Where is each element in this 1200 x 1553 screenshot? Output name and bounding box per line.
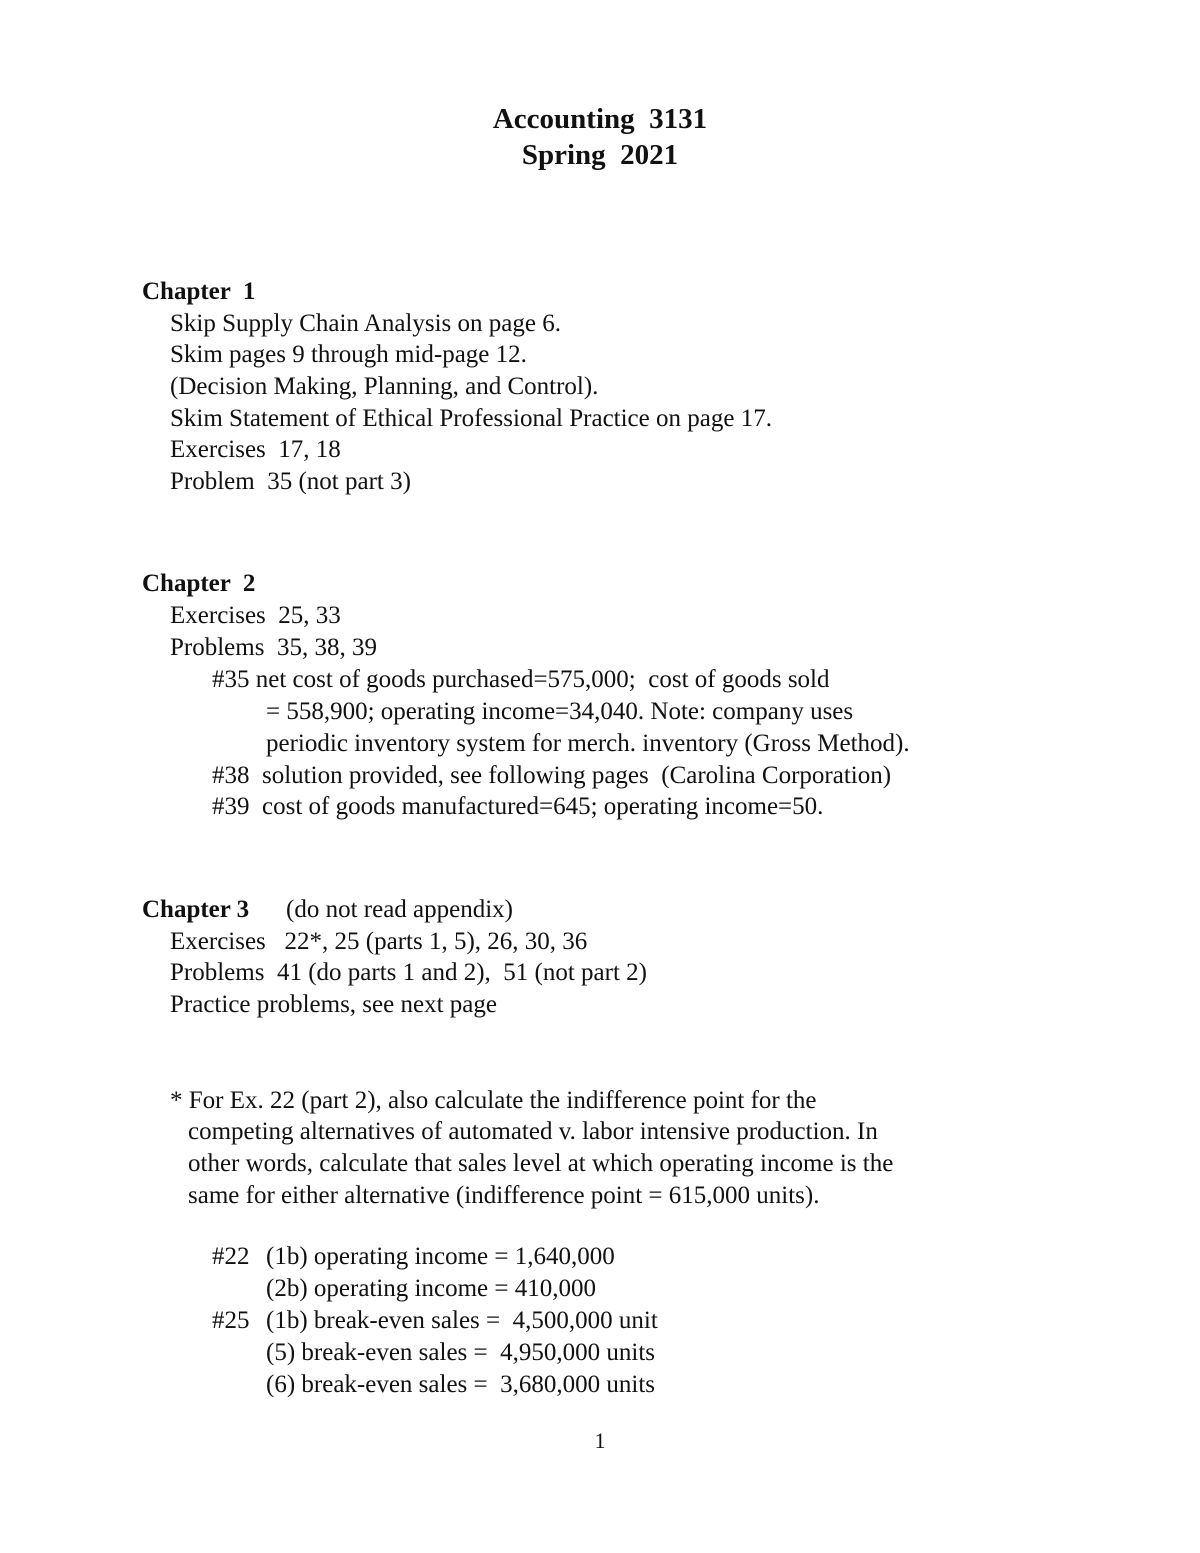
course-title: Accounting 3131 [492,103,708,135]
answer-number: #25 [212,1307,250,1334]
chapter-3-line: Exercises 22*, 25 (parts 1, 5), 26, 30, 36 [170,928,588,955]
answer-number: #22 [212,1243,250,1270]
chapter-1-line: Skim pages 9 through mid-page 12. [170,341,527,368]
chapter-3-heading: Chapter 3 [142,896,250,923]
term-title: Spring 2021 [521,139,679,171]
chapter-1-line: Problem 35 (not part 3) [170,468,411,495]
chapter-1-line: Exercises 17, 18 [170,436,341,463]
chapter-3-footnote: same for either alternative (indifference point = 615,000 units). [188,1182,820,1209]
chapter-3-heading-note: (do not read appendix) [286,896,514,923]
chapter-3-footnote: competing alternatives of automated v. labor intensive production. In [188,1118,878,1145]
chapter-2-line: Problems 35, 38, 39 [170,634,377,661]
chapter-2-note: = 558,900; operating income=34,040. Note: company uses [266,698,854,725]
chapter-3-footnote: * For Ex. 22 (part 2), also calculate the indifference point for the [170,1087,817,1114]
chapter-2-note: #38 solution provided, see following pages (Carolina Corporation) [212,762,892,789]
answer-text: (5) break-even sales = 4,950,000 units [266,1339,656,1366]
chapter-2-note: #39 cost of goods manufactured=645; operating income=50. [212,793,824,820]
answer-text: (2b) operating income = 410,000 [266,1275,596,1302]
chapter-1-line: Skip Supply Chain Analysis on page 6. [170,310,561,337]
chapter-3-line: Practice problems, see next page [170,991,497,1018]
page-number: 1 [594,1428,606,1453]
answer-text: (1b) break-even sales = 4,500,000 unit [266,1307,658,1334]
chapter-2-note: periodic inventory system for merch. inventory (Gross Method). [266,730,910,757]
chapter-2-heading: Chapter 2 [142,570,256,597]
answer-text: (6) break-even sales = 3,680,000 units [266,1371,656,1398]
chapter-1-line: Skim Statement of Ethical Professional Practice on page 17. [170,405,772,432]
chapter-3-line: Problems 41 (do parts 1 and 2), 51 (not part 2) [170,959,648,986]
answer-text: (1b) operating income = 1,640,000 [266,1243,615,1270]
chapter-1-line: (Decision Making, Planning, and Control). [170,373,599,400]
chapter-1-heading: Chapter 1 [142,278,256,305]
chapter-3-footnote: other words, calculate that sales level at which operating income is the [188,1150,894,1177]
chapter-2-note: #35 net cost of goods purchased=575,000; cost of goods sold [212,666,830,693]
chapter-2-line: Exercises 25, 33 [170,602,341,629]
